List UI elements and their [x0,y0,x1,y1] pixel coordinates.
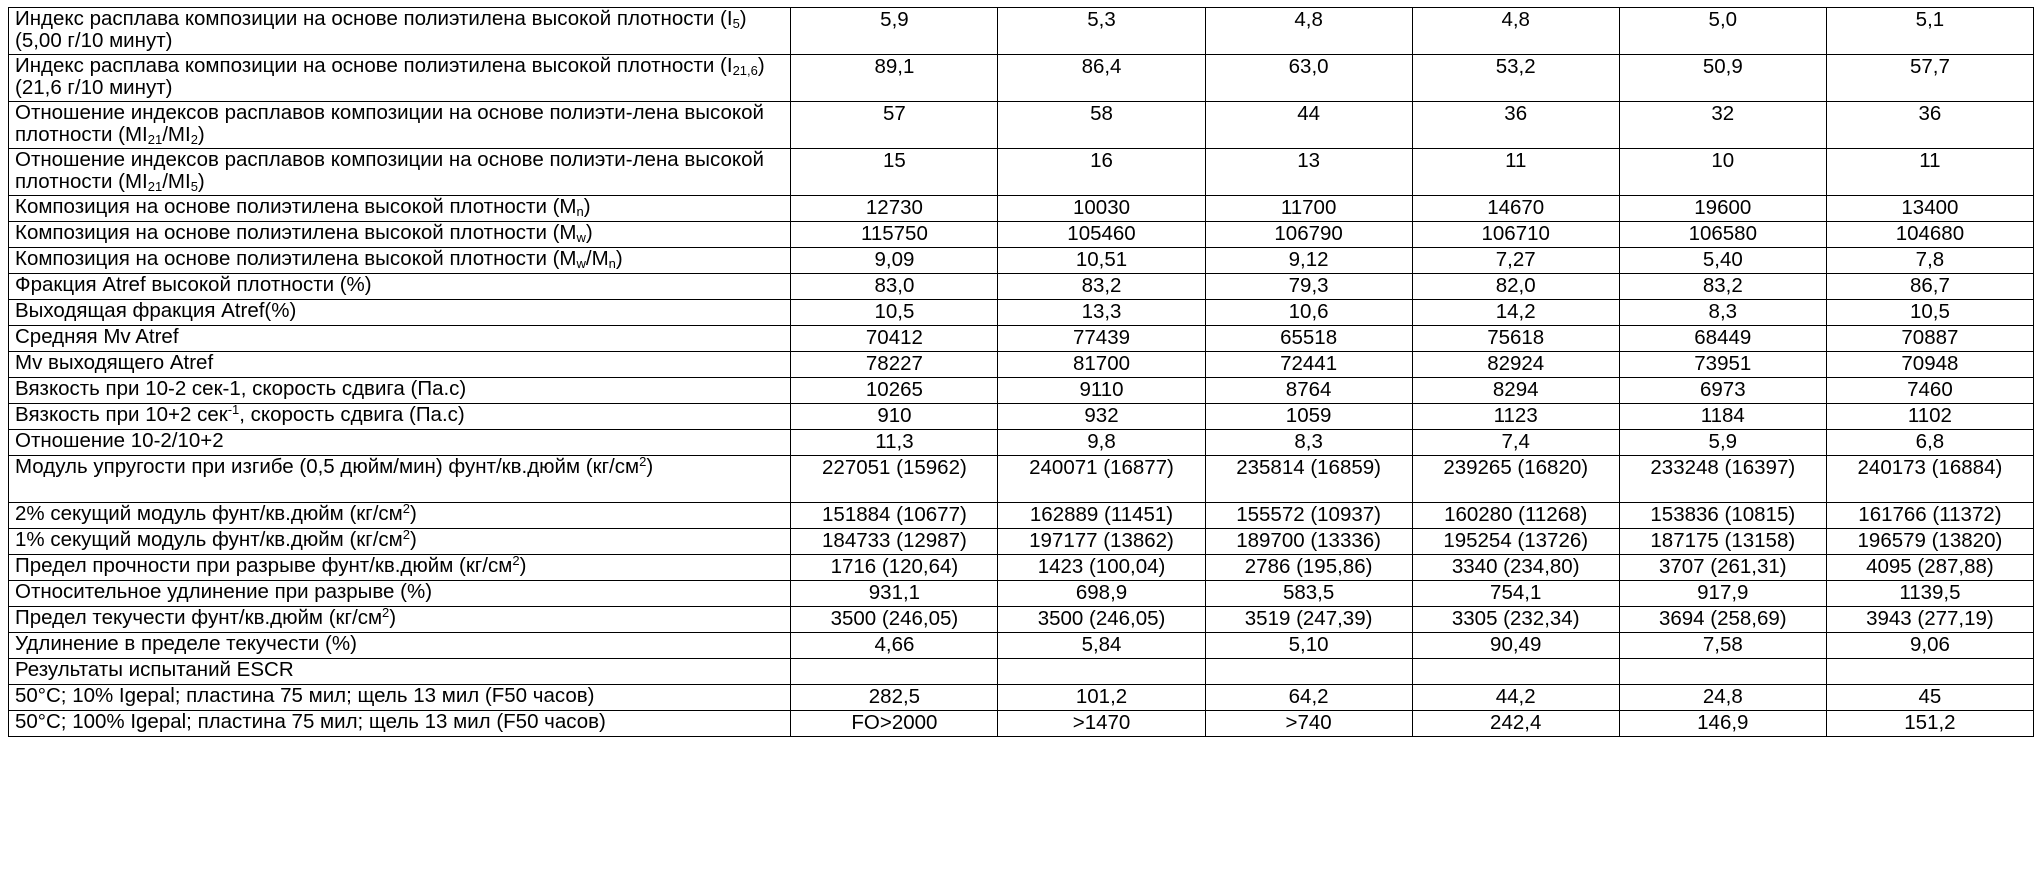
row-label: 50°C; 10% Igepal; пластина 75 мил; щель 13 мил (F50 часов) [9,685,791,711]
cell-value: 83,0 [791,274,998,300]
cell-value: 36 [1412,102,1619,149]
cell-value: 73951 [1619,352,1826,378]
row-label: Индекс расплава композиции на основе полиэтилена высокой плотности $(I_5)(5,00$ г/10 минут) [9,8,791,55]
cell-value: 698,9 [998,581,1205,607]
cell-value: 64,2 [1205,685,1412,711]
table-body [9,8,2034,737]
cell-value: 10,51 [998,248,1205,274]
row-label: Средняя Mv Atref [9,326,791,352]
table-row [9,102,2034,149]
cell-value: 162889 (11451) [998,503,1205,529]
cell-value: 1102 [1826,404,2033,430]
cell-value: 8764 [1205,378,1412,404]
cell-value: 4,8 [1412,8,1619,55]
cell-value: 65518 [1205,326,1412,352]
cell-value: FO>2000 [791,711,998,737]
cell-value: 5,3 [998,8,1205,55]
cell-value: 754,1 [1412,581,1619,607]
cell-value: 7,8 [1826,248,2033,274]
table-row [9,196,2034,222]
cell-value: 161766 (11372) [1826,503,2033,529]
cell-value: 3305 (232,34) [1412,607,1619,633]
table-row [9,555,2034,581]
cell-value: 32 [1619,102,1826,149]
table-row [9,404,2034,430]
cell-value: 227051 (15962) [791,456,998,503]
cell-value: 19600 [1619,196,1826,222]
table-row [9,248,2034,274]
cell-value: 195254 (13726) [1412,529,1619,555]
cell-value: 7,4 [1412,430,1619,456]
cell-value: 70412 [791,326,998,352]
cell-value: 11700 [1205,196,1412,222]
cell-value: 7460 [1826,378,2033,404]
row-label: Отношение 10-2/10+2 [9,430,791,456]
cell-value: 155572 (10937) [1205,503,1412,529]
cell-value: 917,9 [1619,581,1826,607]
cell-value: 106790 [1205,222,1412,248]
table-row [9,55,2034,102]
row-label: Композиция на основе полиэтилена высокой плотности $(M_n)$ [9,196,791,222]
cell-value: 1123 [1412,404,1619,430]
cell-value: 11,3 [791,430,998,456]
cell-value: 3500 (246,05) [998,607,1205,633]
cell-value: 240071 (16877) [998,456,1205,503]
cell-value: 189700 (13336) [1205,529,1412,555]
cell-value [998,659,1205,685]
cell-value: 1716 (120,64) [791,555,998,581]
row-label: Отношение индексов расплавов композиции на основе полиэти-лена высокой плотности $(MI_{21}/MI_2)$ [9,102,791,149]
cell-value: 3707 (261,31) [1619,555,1826,581]
cell-value: 7,27 [1412,248,1619,274]
cell-value: 115750 [791,222,998,248]
row-label: Модуль упругости при изгибе (0,5 дюйм/мин) фунт/кв.дюйм $(кг/см^2)$ [9,456,791,503]
cell-value: 10,5 [1826,300,2033,326]
cell-value: 5,1 [1826,8,2033,55]
cell-value: 4,66 [791,633,998,659]
row-label: Mv выходящего Atref [9,352,791,378]
row-label: Удлинение в пределе текучести (%) [9,633,791,659]
cell-value: 11 [1412,149,1619,196]
cell-value: 9,06 [1826,633,2033,659]
row-label: 2% секущий модуль фунт/кв.дюйм $(кг/см^2)$ [9,503,791,529]
cell-value: 233248 (16397) [1619,456,1826,503]
table-row [9,430,2034,456]
cell-value: 2786 (195,86) [1205,555,1412,581]
cell-value: 106710 [1412,222,1619,248]
cell-value: 9,8 [998,430,1205,456]
cell-value: 910 [791,404,998,430]
cell-value: 57 [791,102,998,149]
cell-value [1826,659,2033,685]
cell-value: 10,6 [1205,300,1412,326]
cell-value: 58 [998,102,1205,149]
cell-value: 187175 (13158) [1619,529,1826,555]
cell-value: 86,4 [998,55,1205,102]
cell-value: 44,2 [1412,685,1619,711]
table-row [9,300,2034,326]
cell-value: 4095 (287,88) [1826,555,2033,581]
cell-value: 1184 [1619,404,1826,430]
cell-value: 239265 (16820) [1412,456,1619,503]
cell-value: 3340 (234,80) [1412,555,1619,581]
cell-value: 14670 [1412,196,1619,222]
table-row [9,503,2034,529]
cell-value: 5,84 [998,633,1205,659]
cell-value: 9,12 [1205,248,1412,274]
cell-value: 1139,5 [1826,581,2033,607]
cell-value: 45 [1826,685,2033,711]
cell-value: 5,10 [1205,633,1412,659]
cell-value: >1470 [998,711,1205,737]
cell-value: 240173 (16884) [1826,456,2033,503]
cell-value [1619,659,1826,685]
row-label: Композиция на основе полиэтилена высокой плотности $(M_w/M_n)$ [9,248,791,274]
cell-value: 6973 [1619,378,1826,404]
cell-value: 75618 [1412,326,1619,352]
cell-value: 4,8 [1205,8,1412,55]
cell-value: 82924 [1412,352,1619,378]
table-row [9,581,2034,607]
cell-value: 77439 [998,326,1205,352]
cell-value [791,659,998,685]
cell-value: 90,49 [1412,633,1619,659]
cell-value: 7,58 [1619,633,1826,659]
row-label: Композиция на основе полиэтилена высокой плотности $(M_w)$ [9,222,791,248]
cell-value: 583,5 [1205,581,1412,607]
row-label: 50°C; 100% Igepal; пластина 75 мил; щель 13 мил (F50 часов) [9,711,791,737]
cell-value: 12730 [791,196,998,222]
cell-value: 70887 [1826,326,2033,352]
cell-value: 83,2 [998,274,1205,300]
cell-value: 14,2 [1412,300,1619,326]
table-row [9,529,2034,555]
cell-value: 10265 [791,378,998,404]
cell-value: 78227 [791,352,998,378]
cell-value: 11 [1826,149,2033,196]
cell-value: 160280 (11268) [1412,503,1619,529]
cell-value: 153836 (10815) [1619,503,1826,529]
cell-value: 1423 (100,04) [998,555,1205,581]
properties-table [8,7,2034,737]
cell-value: 5,0 [1619,8,1826,55]
row-label: Вязкость при 10-2 сек-1, скорость сдвига (Па.с) [9,378,791,404]
cell-value: 13400 [1826,196,2033,222]
cell-value: 70948 [1826,352,2033,378]
cell-value: 81700 [998,352,1205,378]
cell-value: 72441 [1205,352,1412,378]
table-row [9,222,2034,248]
cell-value: 79,3 [1205,274,1412,300]
row-label: Результаты испытаний ESCR [9,659,791,685]
cell-value: 104680 [1826,222,2033,248]
cell-value: 10 [1619,149,1826,196]
table-row [9,149,2034,196]
cell-value: 282,5 [791,685,998,711]
cell-value: 3519 (247,39) [1205,607,1412,633]
cell-value: 13 [1205,149,1412,196]
cell-value: 101,2 [998,685,1205,711]
cell-value: 235814 (16859) [1205,456,1412,503]
cell-value: 13,3 [998,300,1205,326]
cell-value: 196579 (13820) [1826,529,2033,555]
cell-value: 151884 (10677) [791,503,998,529]
cell-value: 10030 [998,196,1205,222]
cell-value: 8294 [1412,378,1619,404]
cell-value: 242,4 [1412,711,1619,737]
table-row [9,274,2034,300]
cell-value: 151,2 [1826,711,2033,737]
cell-value: 9,09 [791,248,998,274]
cell-value: 3694 (258,69) [1619,607,1826,633]
table-row [9,607,2034,633]
row-label: Предел текучести фунт/кв.дюйм $(кг/см^2)$ [9,607,791,633]
row-label: Фракция Atref высокой плотности (%) [9,274,791,300]
cell-value: 931,1 [791,581,998,607]
cell-value: 5,9 [1619,430,1826,456]
row-label: Индекс расплава композиции на основе полиэтилена высокой плотности $(I_{21,6})(21,6$ г/10 минут) [9,55,791,102]
cell-value: 5,40 [1619,248,1826,274]
table-row [9,326,2034,352]
cell-value: 15 [791,149,998,196]
cell-value: 86,7 [1826,274,2033,300]
cell-value: 8,3 [1205,430,1412,456]
cell-value: 1059 [1205,404,1412,430]
row-label: Относительное удлинение при разрыве (%) [9,581,791,607]
cell-value: 184733 (12987) [791,529,998,555]
row-label: Предел прочности при разрыве фунт/кв.дюйм $(кг/см^2)$ [9,555,791,581]
cell-value: 8,3 [1619,300,1826,326]
table-row [9,456,2034,503]
table-row [9,378,2034,404]
cell-value: 5,9 [791,8,998,55]
cell-value: 932 [998,404,1205,430]
cell-value: 53,2 [1412,55,1619,102]
cell-value: 3500 (246,05) [791,607,998,633]
table-row [9,685,2034,711]
cell-value: 24,8 [1619,685,1826,711]
cell-value: 146,9 [1619,711,1826,737]
cell-value [1205,659,1412,685]
cell-value: 68449 [1619,326,1826,352]
cell-value: 44 [1205,102,1412,149]
table-row [9,711,2034,737]
table-row [9,659,2034,685]
row-label: Вязкость при 10+2 сек$^{-1}$, скорость сдвига (Па.с) [9,404,791,430]
cell-value: 36 [1826,102,2033,149]
cell-value: 105460 [998,222,1205,248]
cell-value: 3943 (277,19) [1826,607,2033,633]
cell-value: 50,9 [1619,55,1826,102]
cell-value: 57,7 [1826,55,2033,102]
table-row [9,8,2034,55]
cell-value: 197177 (13862) [998,529,1205,555]
row-label: 1% секущий модуль фунт/кв.дюйм $(кг/см^2)$ [9,529,791,555]
cell-value: 16 [998,149,1205,196]
cell-value: 6,8 [1826,430,2033,456]
cell-value: 89,1 [791,55,998,102]
cell-value [1412,659,1619,685]
table-row [9,633,2034,659]
table-row [9,352,2034,378]
cell-value: 82,0 [1412,274,1619,300]
row-label: Выходящая фракция Atref(%) [9,300,791,326]
row-label: Отношение индексов расплавов композиции на основе полиэти-лена высокой плотности $(MI_{21}/MI_5)$ [9,149,791,196]
cell-value: 83,2 [1619,274,1826,300]
cell-value: 106580 [1619,222,1826,248]
cell-value: 10,5 [791,300,998,326]
cell-value: >740 [1205,711,1412,737]
cell-value: 63,0 [1205,55,1412,102]
cell-value: 9110 [998,378,1205,404]
